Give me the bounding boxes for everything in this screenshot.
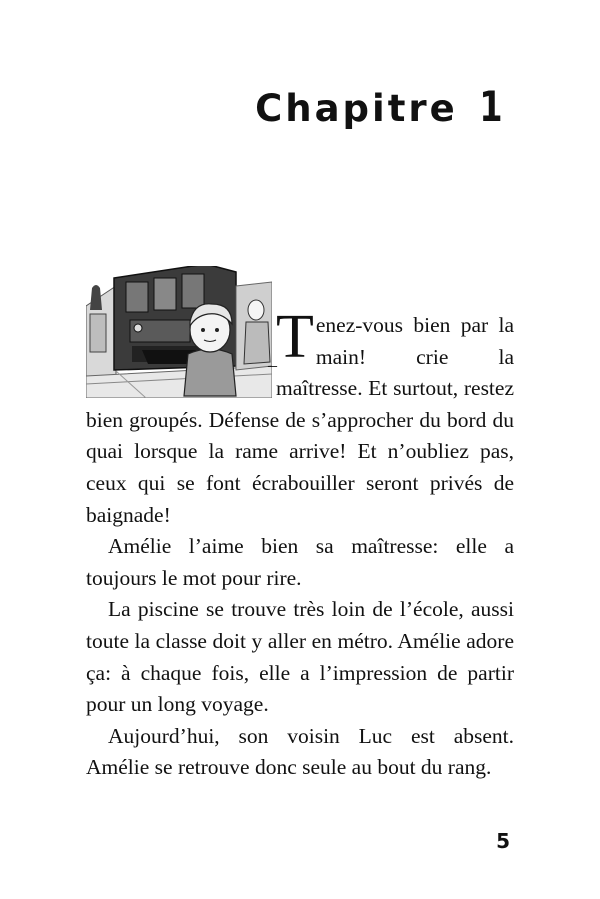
dialogue-dash: – (268, 355, 277, 375)
paragraph-4: Aujourd’hui, son voisin Luc est absent. Amélie se retrouve donc seule au bout du rang. (86, 723, 514, 780)
paragraph-1: – T enez-vous bien par la main! crie la maîtresse. Et surtout, restez bien groupés. Défense de s’approcher du bord du quai lorsque la rame arrive! Et n’oubliez pas, ceux qui se font écrabouiller seront privés de baignade! (86, 303, 514, 527)
metro-station-drawing (86, 266, 272, 398)
metro-illustration (86, 266, 272, 398)
drop-cap: – T (276, 312, 314, 362)
page-number: 5 (496, 829, 510, 853)
chapter-number: 1 (478, 82, 505, 131)
chapter-heading (255, 82, 508, 131)
paragraph-3: La piscine se trouve très loin de l’école, aussi toute la classe doit y aller en métro. Amélie adore ça: à chaque fois, elle a l’impression de partir pour un long voyage. (86, 597, 514, 717)
chapter-text (86, 266, 514, 784)
chapter-label: Chapitre (255, 87, 458, 130)
paragraph-2: Amélie l’aime bien sa maîtresse: elle a toujours le mot pour rire. (86, 534, 514, 590)
